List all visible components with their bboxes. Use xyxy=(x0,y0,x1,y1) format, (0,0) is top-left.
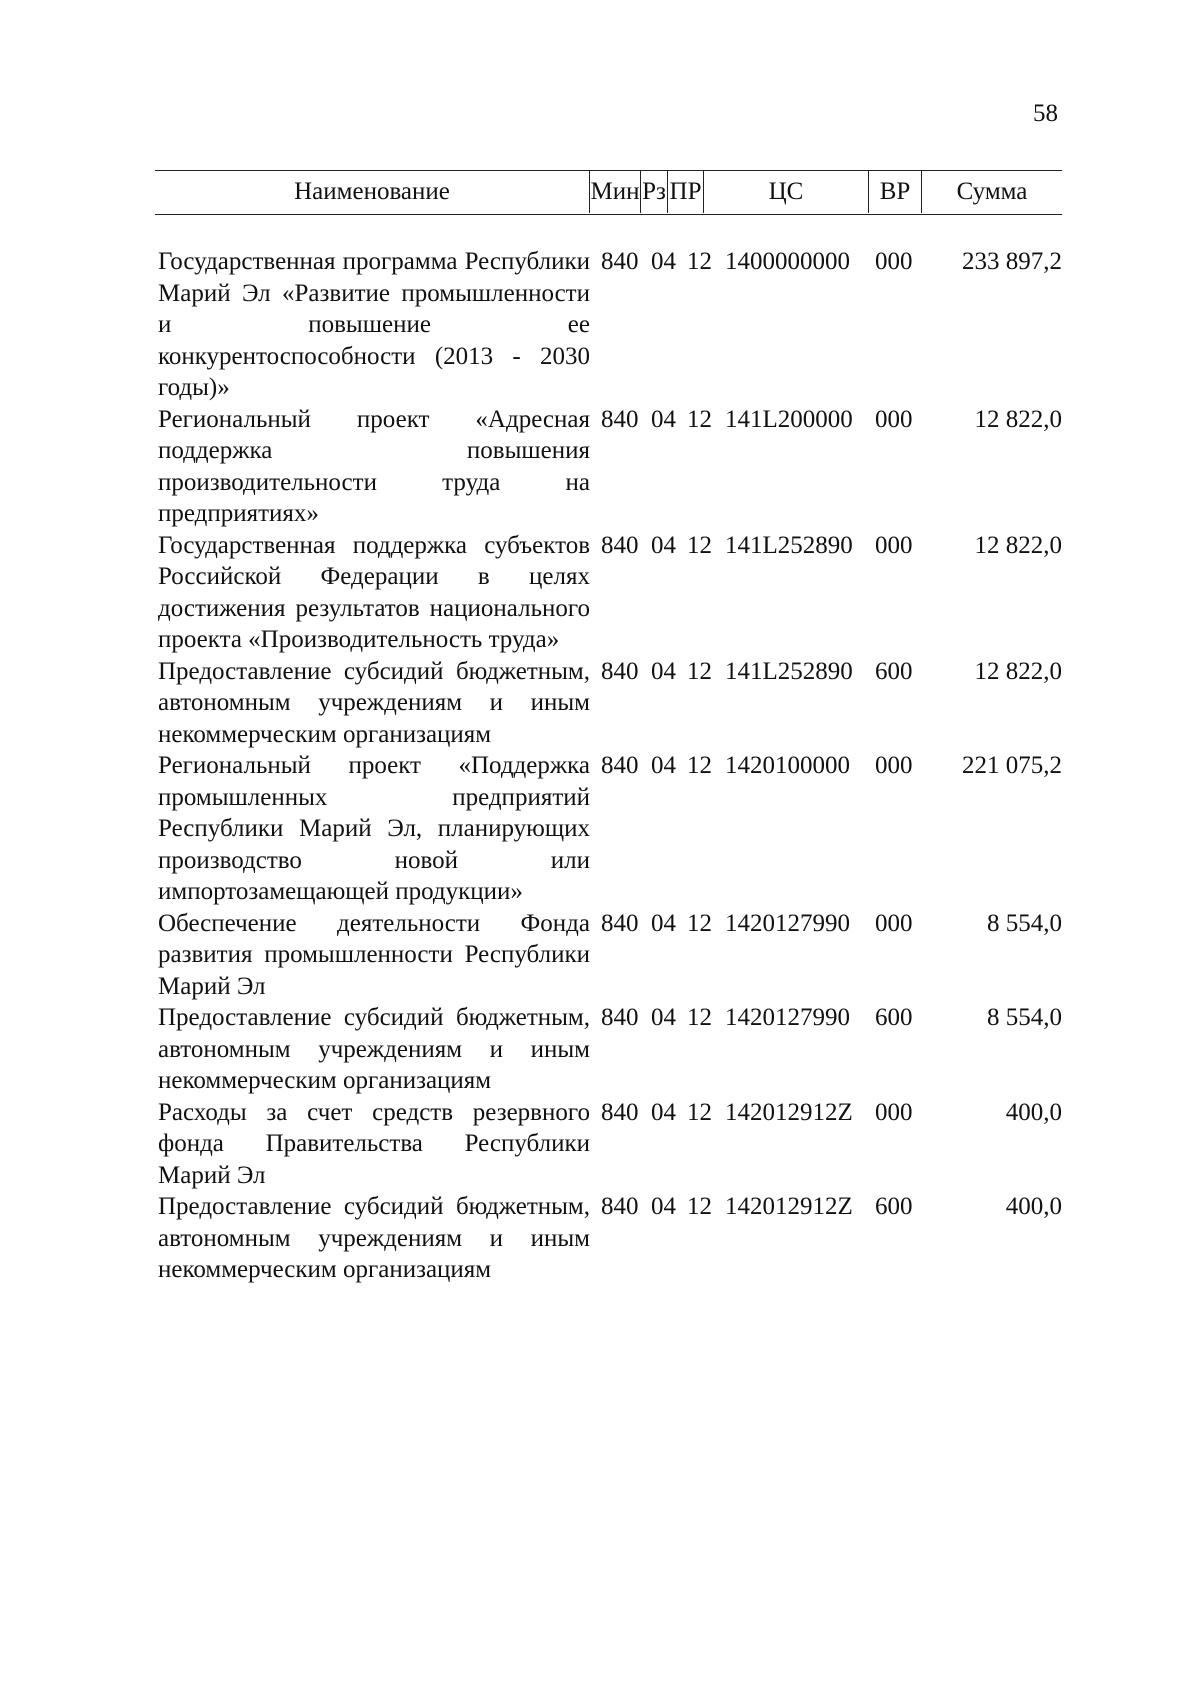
row-name: Предоставление субсидий бюджетным, автономным учреждениям и иным некоммерческим организациям xyxy=(158,1004,590,1094)
row-min: 840 xyxy=(601,657,639,685)
row-pr: 12 xyxy=(687,531,712,559)
column-header-sum: Сумма xyxy=(956,178,1028,205)
row-codes xyxy=(601,1097,915,1129)
row-codes xyxy=(601,530,915,562)
column-header-pr: ПР xyxy=(668,171,704,213)
row-name: Предоставление субсидий бюджетным, автономным учреждениям и иным некоммерческим организациям xyxy=(158,657,590,748)
table-row xyxy=(158,750,1078,908)
row-rz: 04 xyxy=(651,1098,676,1126)
row-vr: 000 xyxy=(875,1098,913,1126)
row-cs: 142012912Z xyxy=(725,1098,853,1126)
row-sum: 12 822,0 xyxy=(974,657,1062,685)
row-codes xyxy=(601,750,915,782)
row-sum: 400,0 xyxy=(1005,1193,1062,1220)
row-pr: 12 xyxy=(687,1098,712,1126)
row-codes xyxy=(601,246,915,278)
row-cs: 142012912Z xyxy=(725,1193,853,1220)
row-pr: 12 xyxy=(687,909,712,937)
table-row xyxy=(158,908,1078,1003)
row-min: 840 xyxy=(601,752,639,779)
table-row xyxy=(158,246,1078,404)
row-vr: 000 xyxy=(875,405,913,433)
row-vr: 000 xyxy=(875,531,913,559)
row-name: Региональный проект «Адресная поддержка повышения производительности труда на предприятиях» xyxy=(158,405,590,527)
row-min: 840 xyxy=(601,909,639,937)
row-cs: 1420100000 xyxy=(725,752,850,779)
row-sum: 8 554,0 xyxy=(987,909,1062,937)
row-codes xyxy=(601,404,915,436)
column-header-name: Наименование xyxy=(155,171,590,213)
row-rz: 04 xyxy=(651,405,676,433)
row-pr: 12 xyxy=(687,657,712,685)
row-pr: 12 xyxy=(687,1004,712,1031)
table-body xyxy=(158,246,1078,1286)
row-sum: 233 897,2 xyxy=(962,248,1062,275)
row-rz: 04 xyxy=(651,909,676,937)
row-rz: 04 xyxy=(651,531,676,559)
table-row xyxy=(158,530,1078,656)
row-name: Государственная программа Республики Марий Эл «Развитие промышленности и повышение ее конкурентоспособности (2013 - 2030 годы)» xyxy=(158,248,590,401)
row-vr: 000 xyxy=(875,248,913,275)
row-min: 840 xyxy=(601,1098,639,1126)
row-pr: 12 xyxy=(687,405,712,433)
row-min: 840 xyxy=(601,248,639,275)
row-rz: 04 xyxy=(651,1193,676,1220)
column-header-rz: Рз xyxy=(641,171,668,213)
row-name: Региональный проект «Поддержка промышленных предприятий Республики Марий Эл, планирующих производство новой или импортозамещающей продукции» xyxy=(158,752,590,905)
row-sum: 12 822,0 xyxy=(974,531,1062,559)
row-cs: 141L252890 xyxy=(725,657,853,685)
row-pr: 12 xyxy=(687,752,712,779)
row-name: Обеспечение деятельности Фонда развития промышленности Республики Марий Эл xyxy=(158,909,590,1000)
row-codes xyxy=(601,1002,915,1034)
row-rz: 04 xyxy=(651,248,676,275)
row-cs: 1420127990 xyxy=(725,1004,850,1031)
row-codes xyxy=(601,656,915,688)
row-vr: 600 xyxy=(875,1193,913,1220)
row-rz: 04 xyxy=(651,657,676,685)
table-row xyxy=(158,1097,1078,1192)
column-header-cs: ЦС xyxy=(704,171,869,213)
row-cs: 141L200000 xyxy=(725,405,853,433)
row-sum: 221 075,2 xyxy=(962,752,1062,779)
row-sum: 400,0 xyxy=(1005,1098,1062,1126)
row-rz: 04 xyxy=(651,1004,676,1031)
column-header-min: Мин xyxy=(590,171,641,213)
row-min: 840 xyxy=(601,531,639,559)
row-rz: 04 xyxy=(651,752,676,779)
column-header-vr: ВР xyxy=(869,171,922,213)
table-header xyxy=(155,170,1062,215)
row-sum: 12 822,0 xyxy=(974,405,1062,433)
row-cs: 141L252890 xyxy=(725,531,853,559)
row-codes xyxy=(601,1191,915,1223)
table-row xyxy=(158,404,1078,530)
row-min: 840 xyxy=(601,1004,639,1031)
row-vr: 000 xyxy=(875,909,913,937)
table-row xyxy=(158,1002,1078,1097)
row-cs: 1420127990 xyxy=(725,909,850,937)
row-sum: 8 554,0 xyxy=(987,1004,1062,1031)
row-name: Предоставление субсидий бюджетным, автономным учреждениям и иным некоммерческим организациям xyxy=(158,1193,590,1283)
row-name: Расходы за счет средств резервного фонда Правительства Республики Марий Эл xyxy=(158,1098,590,1189)
row-vr: 600 xyxy=(875,657,913,685)
table-row xyxy=(158,1191,1078,1286)
row-min: 840 xyxy=(601,405,639,433)
row-name: Государственная поддержка субъектов Российской Федерации в целях достижения результатов национального проекта «Производительность труда» xyxy=(158,531,590,653)
row-vr: 000 xyxy=(875,752,913,779)
page-number: 58 xyxy=(1033,100,1058,127)
table-row xyxy=(158,656,1078,751)
row-codes xyxy=(601,908,915,940)
row-pr: 12 xyxy=(687,248,712,275)
row-vr: 600 xyxy=(875,1004,913,1031)
row-min: 840 xyxy=(601,1193,639,1220)
row-pr: 12 xyxy=(687,1193,712,1220)
row-cs: 1400000000 xyxy=(725,248,850,275)
